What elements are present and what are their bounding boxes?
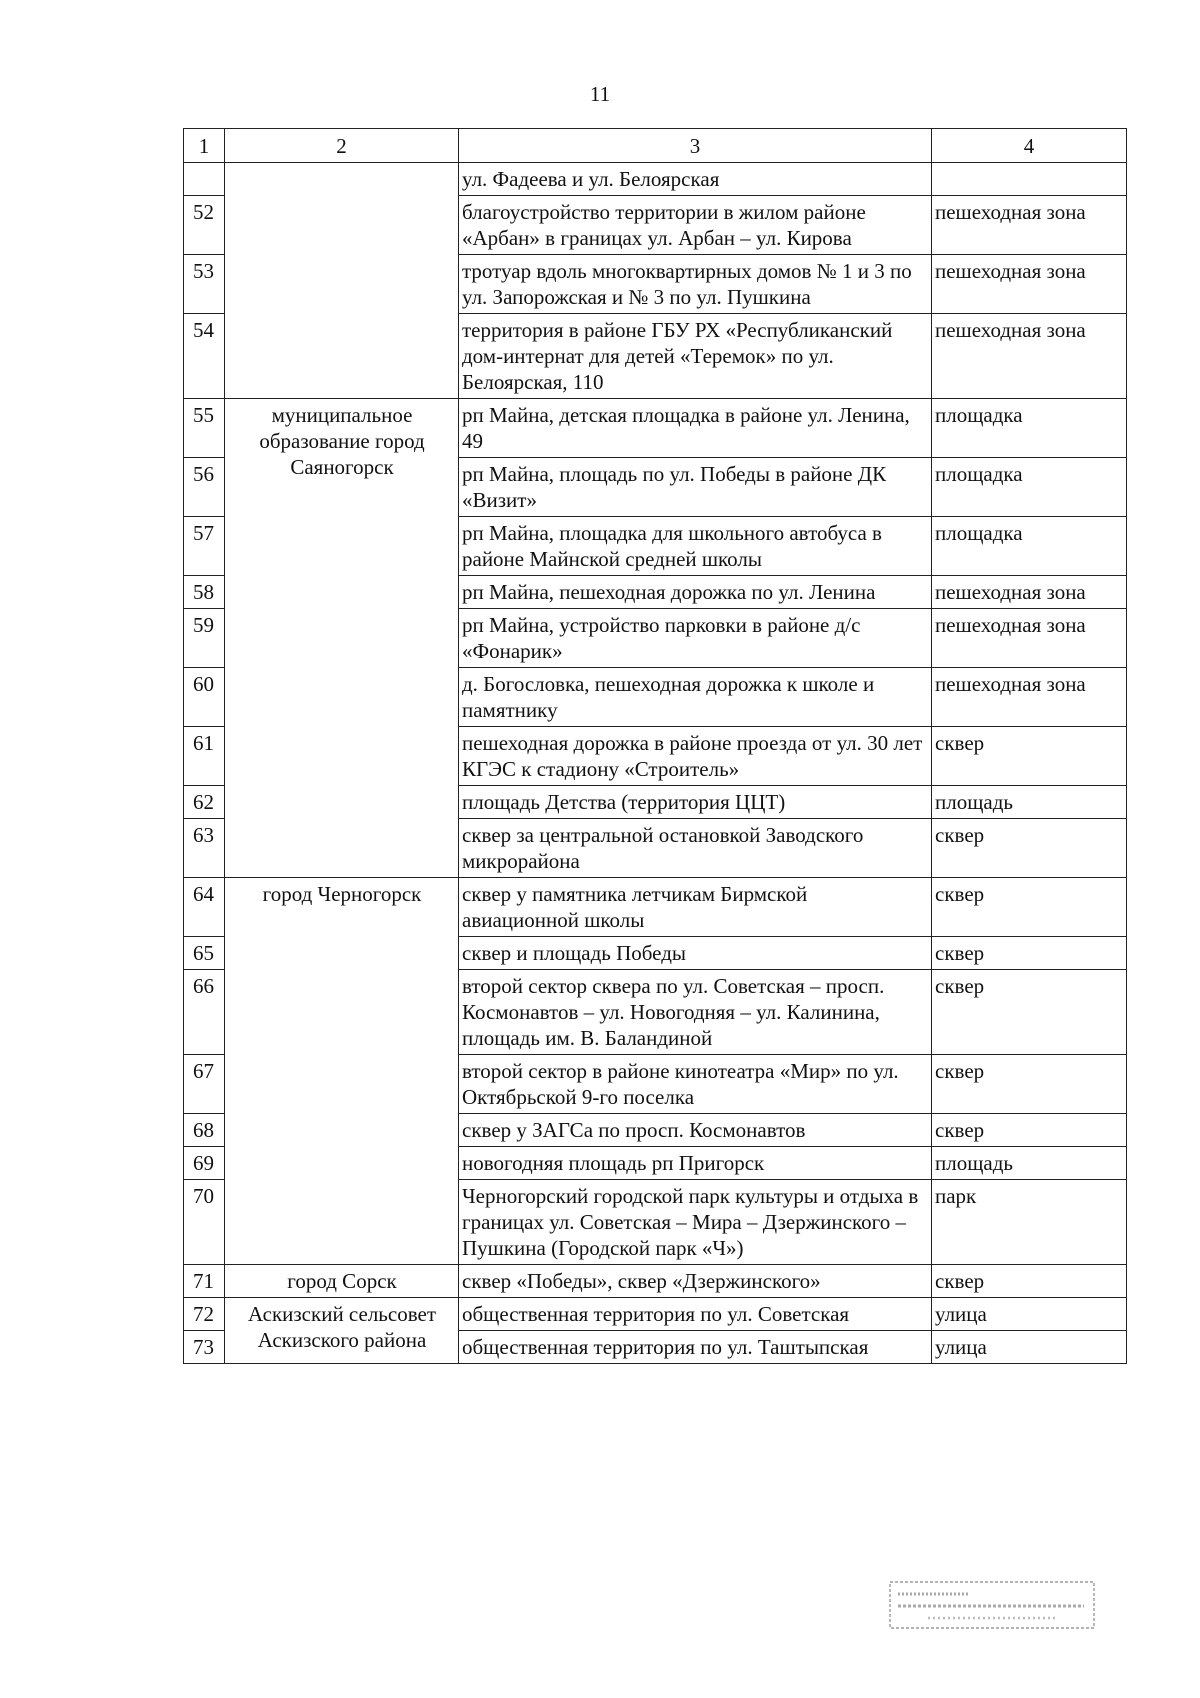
territory-description: новогодняя площадь рп Пригорск <box>459 1147 932 1180</box>
table-body <box>184 163 1127 1364</box>
row-number: 52 <box>184 196 225 255</box>
row-number: 66 <box>184 970 225 1055</box>
row-number: 62 <box>184 786 225 819</box>
territory-description: площадь Детства (территория ЦЦТ) <box>459 786 932 819</box>
territory-description: рп Майна, пешеходная дорожка по ул. Ленина <box>459 576 932 609</box>
row-number: 59 <box>184 609 225 668</box>
table-row <box>184 399 1127 458</box>
territory-description: территория в районе ГБУ РХ «Республиканский дом-интернат для детей «Теремок» по ул. Белоярская, 110 <box>459 314 932 399</box>
header-row <box>184 129 1127 163</box>
table-row <box>184 1265 1127 1298</box>
row-number: 71 <box>184 1265 225 1298</box>
row-number: 56 <box>184 458 225 517</box>
row-number: 63 <box>184 819 225 878</box>
territory-description: Черногорский городской парк культуры и отдыха в границах ул. Советская – Мира – Дзержинского – Пушкина (Городской парк «Ч») <box>459 1180 932 1265</box>
territory-description: рп Майна, площадка для школьного автобуса в районе Майнской средней школы <box>459 517 932 576</box>
territory-type: сквер <box>932 878 1127 937</box>
territory-type: площадь <box>932 1147 1127 1180</box>
territory-description: рп Майна, площадь по ул. Победы в районе ДК «Визит» <box>459 458 932 517</box>
row-number: 57 <box>184 517 225 576</box>
territory-type: пешеходная зона <box>932 196 1127 255</box>
territory-description: ул. Фадеева и ул. Белоярская <box>459 163 932 196</box>
territory-description: рп Майна, детская площадка в районе ул. Ленина, 49 <box>459 399 932 458</box>
municipality-cell: Аскизский сельсовет Аскизского района <box>225 1298 459 1364</box>
row-number: 65 <box>184 937 225 970</box>
territory-type: площадка <box>932 458 1127 517</box>
row-number: 58 <box>184 576 225 609</box>
registration-stamp <box>888 1578 1098 1632</box>
territory-description: общественная территория по ул. Советская <box>459 1298 932 1331</box>
row-number: 60 <box>184 668 225 727</box>
territory-type: сквер <box>932 937 1127 970</box>
territory-type: парк <box>932 1180 1127 1265</box>
row-number: 67 <box>184 1055 225 1114</box>
row-number: 69 <box>184 1147 225 1180</box>
territory-description: д. Богословка, пешеходная дорожка к школе и памятнику <box>459 668 932 727</box>
territory-description: рп Майна, устройство парковки в районе д/с «Фонарик» <box>459 609 932 668</box>
territory-type: пешеходная зона <box>932 314 1127 399</box>
territory-description: сквер у ЗАГСа по просп. Космонавтов <box>459 1114 932 1147</box>
territory-description: тротуар вдоль многоквартирных домов № 1 и 3 по ул. Запорожская и № 3 по ул. Пушкина <box>459 255 932 314</box>
territory-type: сквер <box>932 1055 1127 1114</box>
municipality-cell: муниципальное образование город Саяногорск <box>225 399 459 878</box>
table-row <box>184 163 1127 196</box>
territory-description: сквер у памятника летчикам Бирмской авиационной школы <box>459 878 932 937</box>
territory-type: пешеходная зона <box>932 609 1127 668</box>
header-col-4: 4 <box>932 129 1127 163</box>
territory-type: площадка <box>932 399 1127 458</box>
territory-type: улица <box>932 1331 1127 1364</box>
territory-type: пешеходная зона <box>932 576 1127 609</box>
territory-type: пешеходная зона <box>932 255 1127 314</box>
row-number: 68 <box>184 1114 225 1147</box>
territory-type: сквер <box>932 727 1127 786</box>
territory-description: сквер за центральной остановкой Заводского микрорайона <box>459 819 932 878</box>
territory-description: общественная территория по ул. Таштыпская <box>459 1331 932 1364</box>
territory-type: площадь <box>932 786 1127 819</box>
header-col-1: 1 <box>184 129 225 163</box>
header-col-3: 3 <box>459 129 932 163</box>
table-row <box>184 1298 1127 1331</box>
municipality-cell: город Черногорск <box>225 878 459 1265</box>
territory-type <box>932 163 1127 196</box>
row-number: 54 <box>184 314 225 399</box>
territory-description: благоустройство территории в жилом районе «Арбан» в границах ул. Арбан – ул. Кирова <box>459 196 932 255</box>
table-row <box>184 878 1127 937</box>
row-number: 72 <box>184 1298 225 1331</box>
municipality-cell: город Сорск <box>225 1265 459 1298</box>
territory-type: сквер <box>932 819 1127 878</box>
municipality-cell <box>225 163 459 399</box>
territory-description: второй сектор сквера по ул. Советская – просп. Космонавтов – ул. Новогодняя – ул. Калинина, площадь им. В. Баландиной <box>459 970 932 1055</box>
row-number <box>184 163 225 196</box>
territory-type: улица <box>932 1298 1127 1331</box>
territory-type: сквер <box>932 1114 1127 1147</box>
row-number: 70 <box>184 1180 225 1265</box>
territory-description: сквер «Победы», сквер «Дзержинского» <box>459 1265 932 1298</box>
territory-type: пешеходная зона <box>932 668 1127 727</box>
row-number: 73 <box>184 1331 225 1364</box>
territory-description: сквер и площадь Победы <box>459 937 932 970</box>
territory-description: пешеходная дорожка в районе проезда от ул. 30 лет КГЭС к стадиону «Строитель» <box>459 727 932 786</box>
territory-type: площадка <box>932 517 1127 576</box>
territory-type: сквер <box>932 970 1127 1055</box>
territory-description: второй сектор в районе кинотеатра «Мир» по ул. Октябрьской 9-го поселка <box>459 1055 932 1114</box>
territories-table <box>183 128 1127 1364</box>
page-number: 11 <box>589 82 611 106</box>
header-col-2: 2 <box>225 129 459 163</box>
territory-type: сквер <box>932 1265 1127 1298</box>
row-number: 55 <box>184 399 225 458</box>
row-number: 61 <box>184 727 225 786</box>
row-number: 64 <box>184 878 225 937</box>
row-number: 53 <box>184 255 225 314</box>
